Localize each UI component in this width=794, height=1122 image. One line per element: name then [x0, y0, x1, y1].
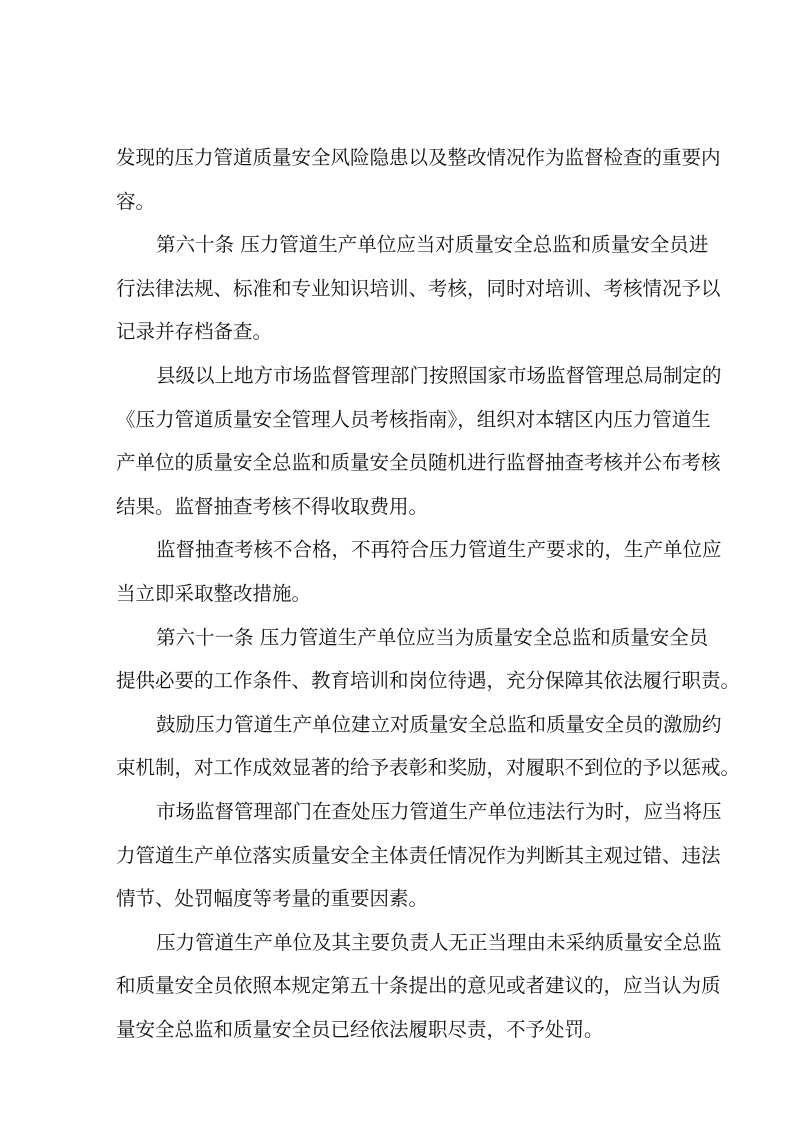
text-line: 束机制，对工作成效显著的给予表彰和奖励，对履职不到位的予以惩戒。	[116, 756, 741, 780]
text-line: 压力管道生产单位及其主要负责人无正当理由未采纳质量安全总监	[156, 930, 722, 954]
text-line: 力管道生产单位落实质量安全主体责任情况作为判断其主观过错、违法	[116, 843, 721, 867]
text-line: 容。	[116, 189, 156, 213]
text-line: 发现的压力管道质量安全风险隐患以及整改情况作为监督检查的重要内	[116, 146, 721, 169]
text-line: 鼓励压力管道生产单位建立对质量安全总监和质量安全员的激励约	[156, 712, 722, 736]
text-line: 记录并存档备查。	[116, 320, 273, 344]
text-line: 县级以上地方市场监督管理部门按照国家市场监督管理总局制定的	[156, 363, 722, 387]
text-line: 提供必要的工作条件、教育培训和岗位待遇，充分保障其依法履行职责。	[116, 669, 741, 693]
text-line: 《压力管道质量安全管理人员考核指南》，组织对本辖区内压力管道生	[116, 407, 711, 431]
document-body	[116, 136, 741, 1051]
text-line: 产单位的质量安全总监和质量安全员随机进行监督抽查考核并公布考核	[116, 451, 721, 475]
text-line: 市场监督管理部门在查处压力管道生产单位违法行为时，应当将压	[156, 799, 722, 823]
text-line: 第六十条 压力管道生产单位应当对质量安全总监和质量安全员进	[156, 233, 709, 257]
text-line: 第六十一条 压力管道生产单位应当为质量安全总监和质量安全员	[156, 625, 709, 649]
text-line: 行法律法规、标准和专业知识培训、考核，同时对培训、考核情况予以	[116, 276, 721, 300]
text-line: 情节、处罚幅度等考量的重要因素。	[116, 887, 429, 911]
text-line: 监督抽查考核不合格，不再符合压力管道生产要求的，生产单位应	[156, 538, 722, 562]
text-line: 量安全总监和质量安全员已经依法履职尽责，不予处罚。	[116, 1017, 604, 1041]
text-line: 和质量安全员依照本规定第五十条提出的意见或者建议的，应当认为质	[116, 974, 721, 998]
text-line: 当立即采取整改措施。	[116, 581, 312, 605]
text-line: 结果。监督抽查考核不得收取费用。	[116, 494, 429, 518]
